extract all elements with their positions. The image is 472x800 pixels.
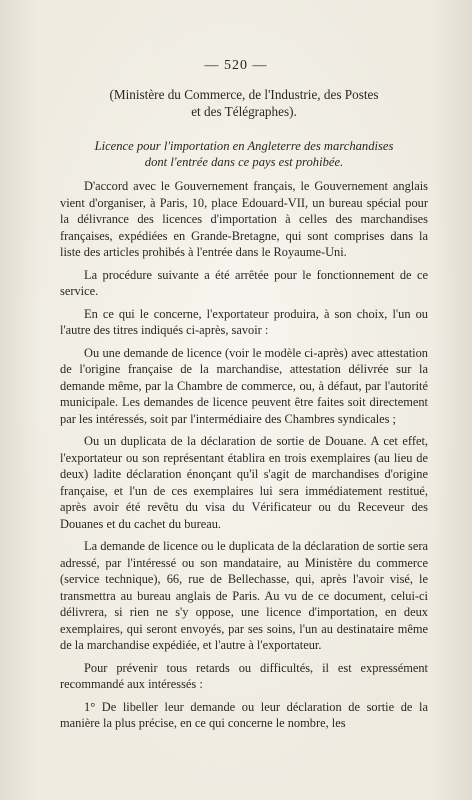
paragraph-agreement: D'accord avec le Gouvernement français, le Gouvernement anglais vient d'organiser, à Paris, 10, place Edouard-VII, un bureau spécial pour la délivrance des licences d'importation à celles des marchandises françaises, expédiées en Grande-Bretagne, qui sont comprises dans la liste des articles prohibés à l'entrée dans le Royaume-Uni. <box>60 179 428 259</box>
title-line-2: dont l'entrée dans ce pays est prohibée. <box>144 155 344 169</box>
clause-first: 1° De libeller leur demande ou leur déclaration de sortie de la manière la plus précise, en ce qui concerne le nombre, les <box>60 699 428 730</box>
paragraph-exporter-choice: En ce qui le concerne, l'exportateur produira, à son choix, l'un ou l'autre des titres indiqués ci-après, savoir : <box>60 306 428 337</box>
paragraph-submission: La demande de licence ou le duplicata de la déclaration de sortie sera adressé, par l'intéressé ou son mandataire, au Ministère du commerce (service technique), 66, rue de Bellechasse, qui, après l'avoir visé, le transmettra au bureau anglais de Paris. Au vu de ce document, celui-ci délivrera, si rien ne s'y oppose, une licence d'importation, en deux exemplaires, qui seront envoyés, par ses soins, l'un au destinataire même de la marchandise expédiée, et l'autre à l'exportateur. <box>60 539 428 652</box>
paragraph-licence-request: Ou une demande de licence (voir le modèle ci-après) avec attestation de l'origine française de la marchandise, attestation délivrée sur la demande même, par la Chambre de commerce, ou, à défaut, par l'autorité municipale. Les demandes de licence peuvent être faites soit directement par les intéressés, soit par l'intermédiaire des Chambres syndicales ; <box>60 345 428 426</box>
ministry-heading <box>60 86 428 120</box>
page-content <box>60 86 428 738</box>
paragraph-customs-duplicate: Ou un duplicata de la déclaration de sortie de Douane. A cet effet, l'exportateur ou son représentant établira en trois exemplaires (au lieu de deux) ladite déclaration énonçant qu'il s'agit de marchandises d'origine française, et l'un de ces exemplaires lui sera immédiatement restitué, après avoir été revêtu du visa du Vérificateur ou du Receveur des Douanes et du cachet du bureau. <box>60 434 428 531</box>
paragraph-recommendation: Pour prévenir tous retards ou difficultés, il est expressément recommandé aux intéressés : <box>60 660 428 691</box>
title-line-1: Licence pour l'importation en Angleterre des marchandises <box>94 139 394 153</box>
paragraph-procedure: La procédure suivante a été arrêtée pour le fonctionnement de ce service. <box>60 267 428 298</box>
ministry-line-2: et des Télégraphes). <box>191 104 297 119</box>
page-number: — 520 — <box>204 58 268 73</box>
ministry-line-1: (Ministère du Commerce, de l'Industrie, des Postes <box>109 87 379 102</box>
notice-title <box>60 138 428 170</box>
